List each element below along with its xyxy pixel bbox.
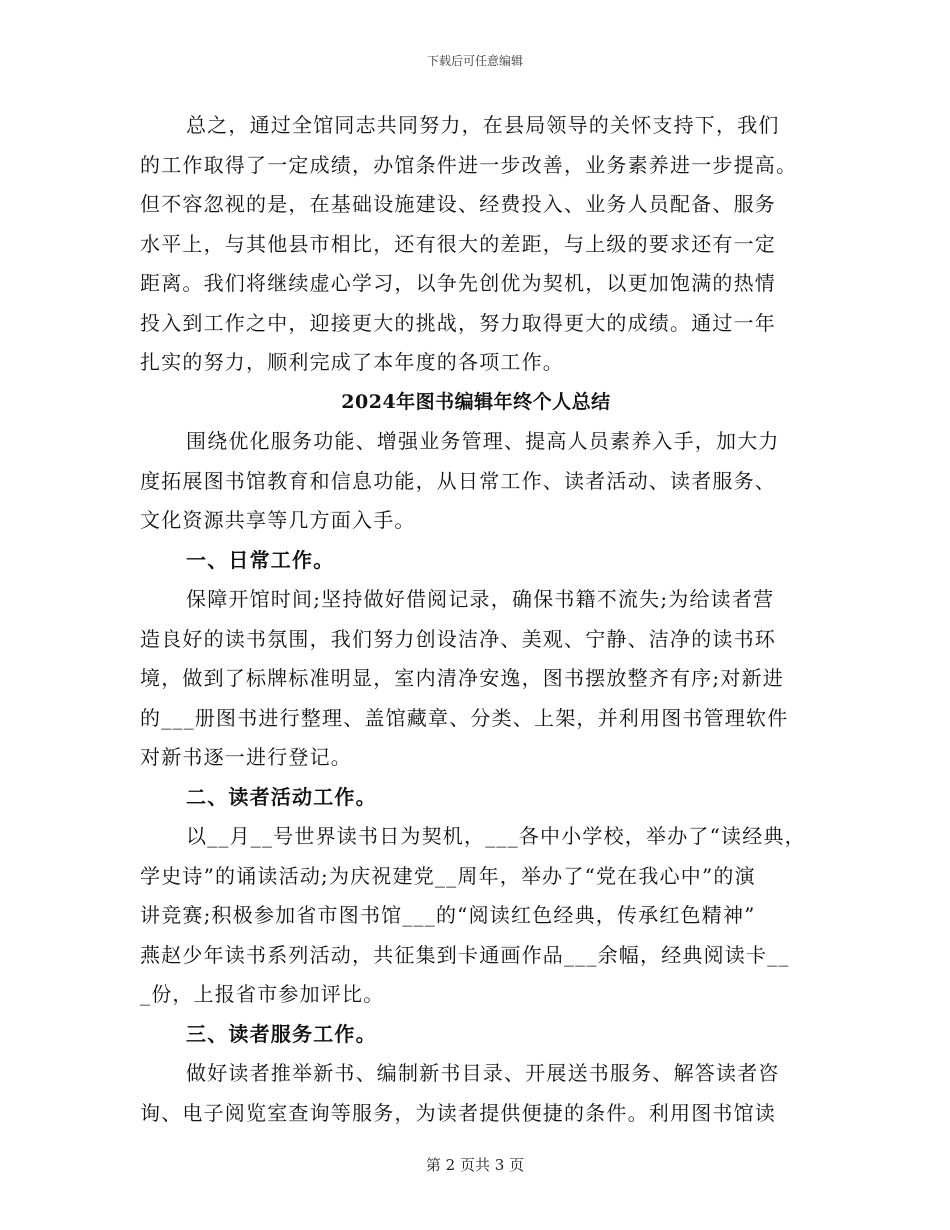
paragraph-line: 燕赵少年读书系列活动，共征集到卡通画作品___余幅，经典阅读卡__ bbox=[140, 942, 790, 967]
paragraph-line: 投入到工作之中，迎接更大的挑战，努力取得更大的成绩。通过一年 bbox=[140, 310, 776, 335]
section-heading: 三、读者服务工作。 bbox=[186, 1021, 377, 1046]
paragraph-line: 保障开馆时间;坚持做好借阅记录，确保书籍不流失;为给读者营 bbox=[186, 587, 775, 611]
paragraph-line: 的___册图书进行整理、盖馆藏章、分类、上架，并利用图书管理软件 bbox=[140, 705, 789, 730]
paragraph-line: 水平上，与其他县市相比，还有很大的差距，与上级的要求还有一定 bbox=[140, 231, 776, 256]
document-title: 2024年图书编辑年终个人总结 bbox=[341, 390, 611, 413]
paragraph-line: 但不容忽视的是，在基础设施建设、经费投入、业务人员配备、服务 bbox=[140, 192, 776, 216]
paragraph-line: 文化资源共享等几方面入手。 bbox=[140, 508, 416, 532]
paragraph-line: 距离。我们将继续虚心学习，以争先创优为契机，以更加饱满的热情 bbox=[140, 271, 776, 295]
paragraph-line: 造良好的读书氛围，我们努力创设洁净、美观、宁静、洁净的读书环 bbox=[140, 626, 776, 651]
paragraph-line: 学史诗”的诵读活动;为庆祝建党__周年，举办了“党在我心中”的演 bbox=[140, 863, 756, 888]
paragraph-line: 对新书逐一进行登记。 bbox=[140, 745, 352, 769]
paragraph-line: 的工作取得了一定成绩，办馆条件进一步改善，业务素养进一步提高。 bbox=[140, 152, 798, 177]
document-body bbox=[140, 106, 812, 1133]
paragraph-line: _份，上报省市参加评比。 bbox=[140, 982, 385, 1006]
paragraph-line: 以__月__号世界读书日为契机，___各中小学校，举办了“读经典， bbox=[186, 824, 806, 848]
paragraph-line: 询、电子阅览室查询等服务，为读者提供便捷的条件。利用图书馆读 bbox=[140, 1100, 776, 1125]
paragraph-line: 讲竞赛;积极参加省市图书馆___的“阅读红色经典，传承红色精神” bbox=[140, 903, 756, 927]
page-number: 第 2 页共 3 页 bbox=[425, 1156, 525, 1174]
paragraph-line: 扎实的努力，顺利完成了本年度的各项工作。 bbox=[140, 350, 564, 374]
section-heading: 二、读者活动工作。 bbox=[186, 784, 377, 809]
paragraph-line: 总之，通过全馆同志共同努力，在县局领导的关怀支持下，我们 bbox=[186, 113, 780, 137]
paragraph-line: 围绕优化服务功能、增强业务管理、提高人员素养入手，加大力 bbox=[186, 429, 780, 453]
section-heading: 一、日常工作。 bbox=[186, 547, 335, 572]
paragraph-line: 度拓展图书馆教育和信息功能，从日常工作、读者活动、读者服务、 bbox=[140, 468, 776, 493]
paragraph-line: 做好读者推举新书、编制新书目录、开展送书服务、解答读者咨 bbox=[186, 1061, 780, 1085]
paragraph-line: 境，做到了标牌标准明显，室内清净安逸，图书摆放整齐有序;对新进 bbox=[140, 666, 784, 690]
header-note: 下载后可任意编辑 bbox=[426, 54, 523, 68]
